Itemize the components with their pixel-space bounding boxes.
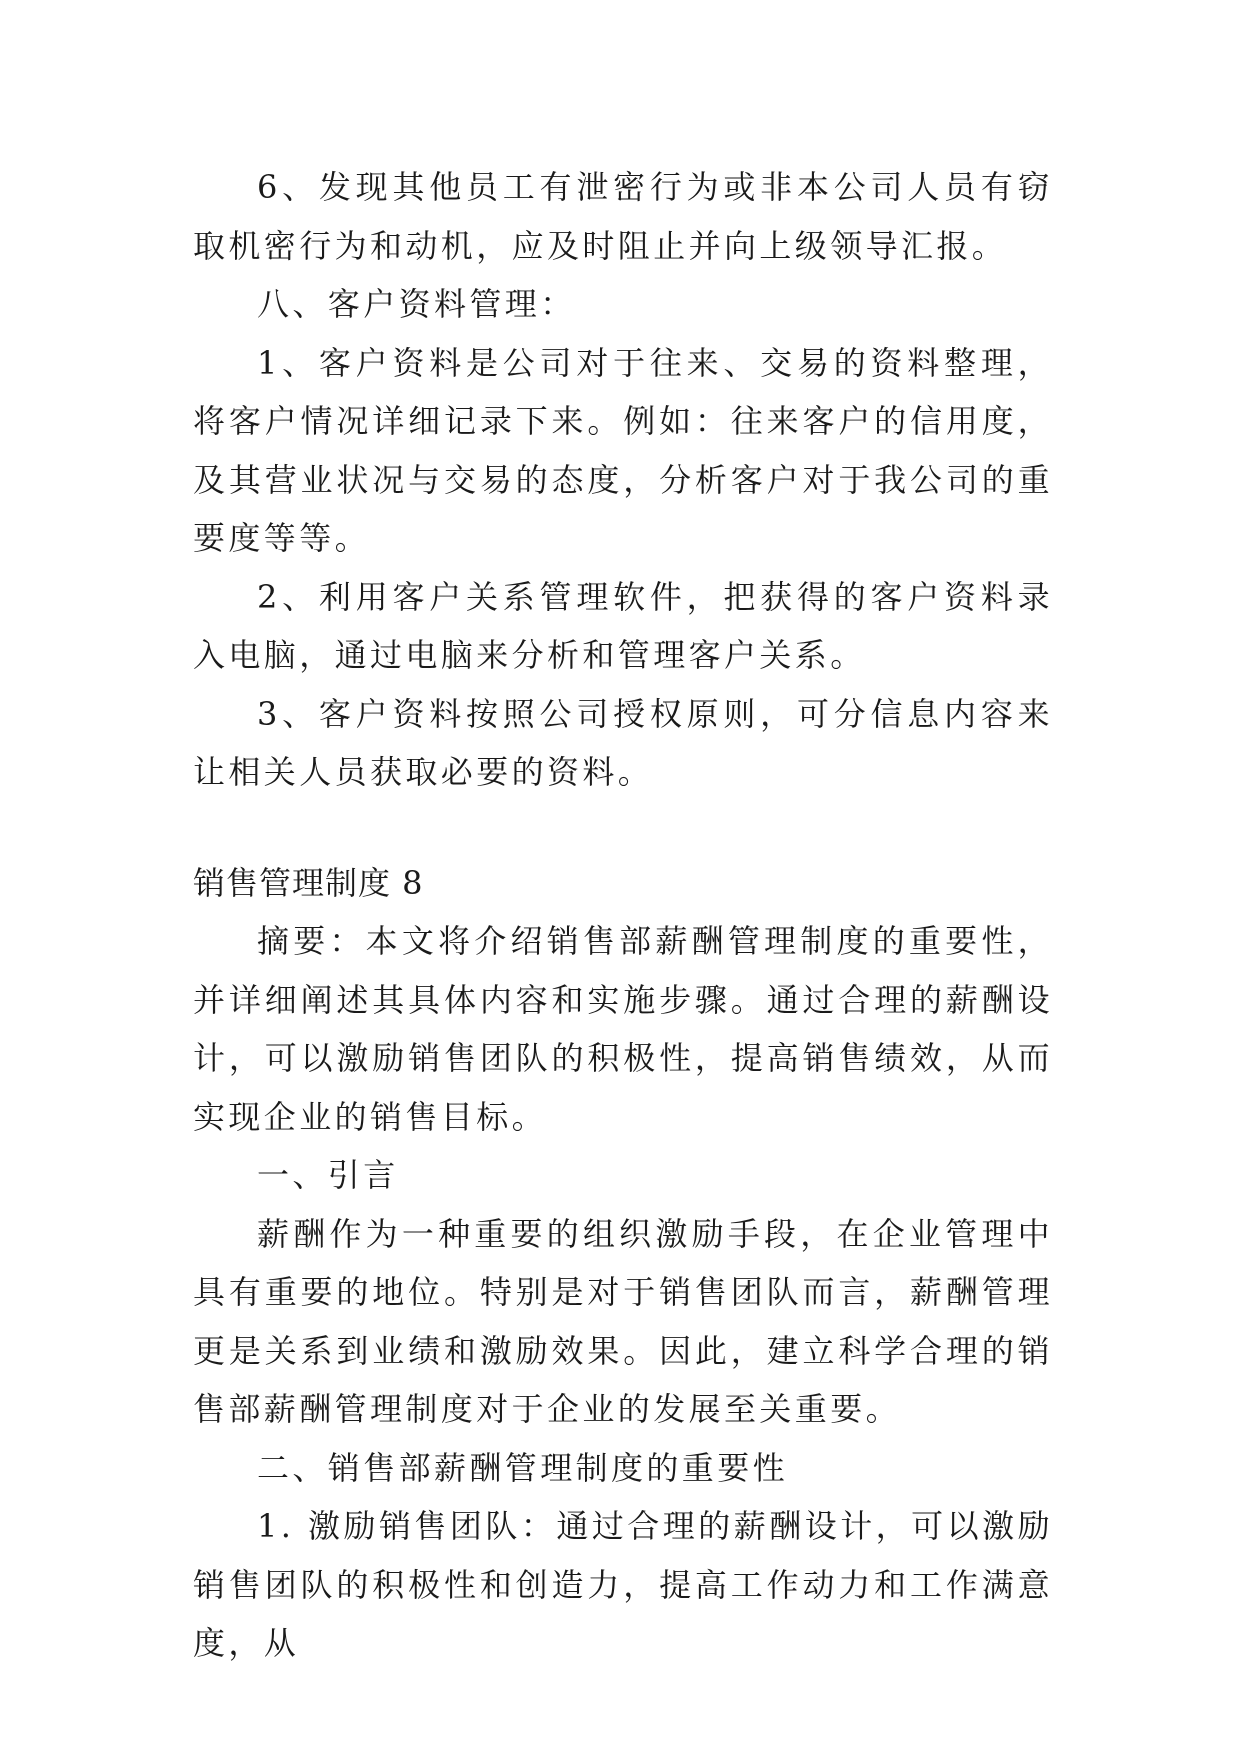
paragraph-introduction-heading: 一、引言	[257, 1156, 399, 1194]
paragraph-customer-data-heading: 八、客户资料管理：	[257, 285, 576, 323]
paragraph-abstract: 摘要：本文将介绍销售部薪酬管理制度的重要性，并详细阐述其具体内容和实施步骤。通过合理的薪酬设计，可以激励销售团队的积极性，提高销售绩效，从而实现企业的销售目标。	[193, 922, 1053, 1136]
paragraph-customer-data-item-3: 3、客户资料按照公司授权原则，可分信息内容来让相关人员获取必要的资料。	[193, 694, 1053, 791]
paragraph-customer-data-item-1: 1、客户资料是公司对于往来、交易的资料整理，将客户情况详细记录下来。例如：往来客户的信用度，及其营业状况与交易的态度，分析客户对于我公司的重要度等等。	[193, 343, 1053, 557]
paragraph-importance-heading: 二、销售部薪酬管理制度的重要性	[257, 1448, 789, 1487]
paragraph-introduction-body: 薪酬作为一种重要的组织激励手段，在企业管理中具有重要的地位。特别是对于销售团队而言，薪酬管理更是关系到业绩和激励效果。因此，建立科学合理的销售部薪酬管理制度对于企业的发展至关重要。	[193, 1214, 1053, 1428]
document-page	[193, 158, 1053, 1673]
section-title: 销售管理制度 8	[193, 863, 424, 902]
paragraph-confidentiality-item-6: 6、发现其他员工有泄密行为或非本公司人员有窃取机密行为和动机，应及时阻止并向上级领导汇报。	[193, 168, 1053, 265]
paragraph-importance-item-1: 1. 激励销售团队：通过合理的薪酬设计，可以激励销售团队的积极性和创造力，提高工作动力和工作满意度，从	[193, 1507, 1053, 1662]
paragraph-customer-data-item-2: 2、利用客户关系管理软件，把获得的客户资料录入电脑，通过电脑来分析和管理客户关系。	[193, 577, 1053, 674]
